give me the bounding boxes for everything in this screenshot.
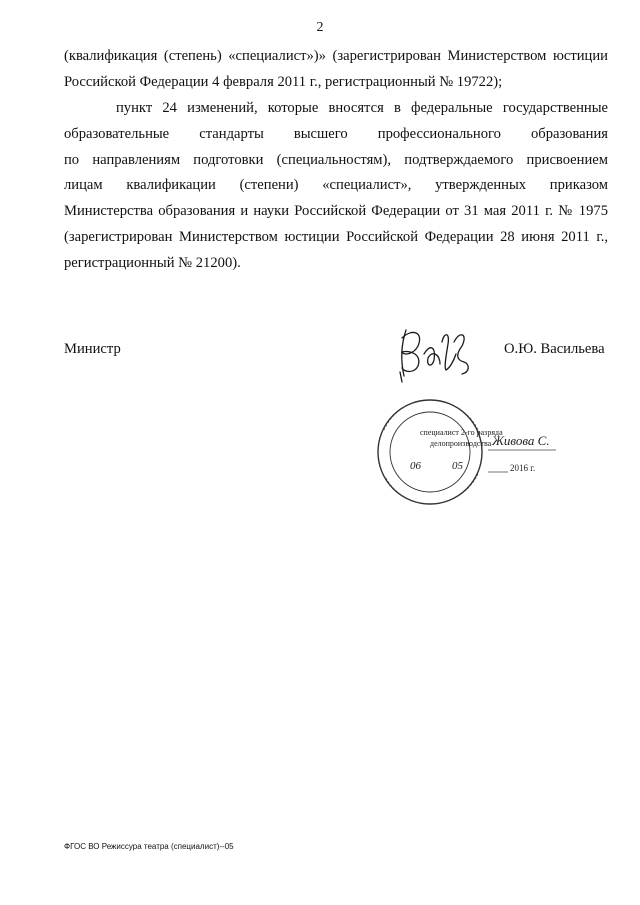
- text-line: регистрационный № 21200).: [64, 254, 241, 271]
- stamp-month: 05: [452, 460, 463, 472]
- stamp-day: 06: [410, 460, 421, 472]
- handwritten-signature: [390, 324, 474, 386]
- text-line: по направлениям подготовки (специальностям), подтверждаемого присвоением: [64, 151, 608, 168]
- text-line: Российской Федерации 4 февраля 2011 г., регистрационный № 19722);: [64, 73, 503, 90]
- text-line: пункт 24 изменений, которые вносятся в федеральные государственные: [116, 100, 608, 116]
- signer-name: О.Ю. Васильева: [504, 341, 605, 357]
- paragraph-2: [64, 96, 608, 277]
- text-line: образовательные стандарты высшего профессионального образования: [64, 125, 608, 142]
- stamp-year: 2016 г.: [510, 463, 536, 473]
- text-line: лицам квалификации (степени) «специалист», утвержденных приказом: [64, 177, 608, 194]
- footer-document-id: ФГОС ВО Режиссура театра (специалист)--05: [64, 842, 234, 851]
- stamp-line1: специалист 2-го разряда: [420, 428, 503, 437]
- signer-title: Министр: [64, 341, 121, 357]
- page-number: 2: [316, 20, 324, 35]
- stamp-line2: делопроизводства: [430, 439, 492, 448]
- text-line: (квалификация (степень) «специалист»)» (зарегистрирован Министерством юстиции: [64, 48, 608, 64]
- certification-stamp: [370, 390, 570, 520]
- paragraph-1: [64, 44, 608, 96]
- text-line: Министерства образования и науки Российской Федерации от 31 мая 2011 г. № 1975: [64, 203, 608, 220]
- stamp-signer: Живова С.: [492, 433, 550, 448]
- text-line: (зарегистрирован Министерством юстиции Российской Федерации 28 июня 2011 г.,: [64, 228, 608, 245]
